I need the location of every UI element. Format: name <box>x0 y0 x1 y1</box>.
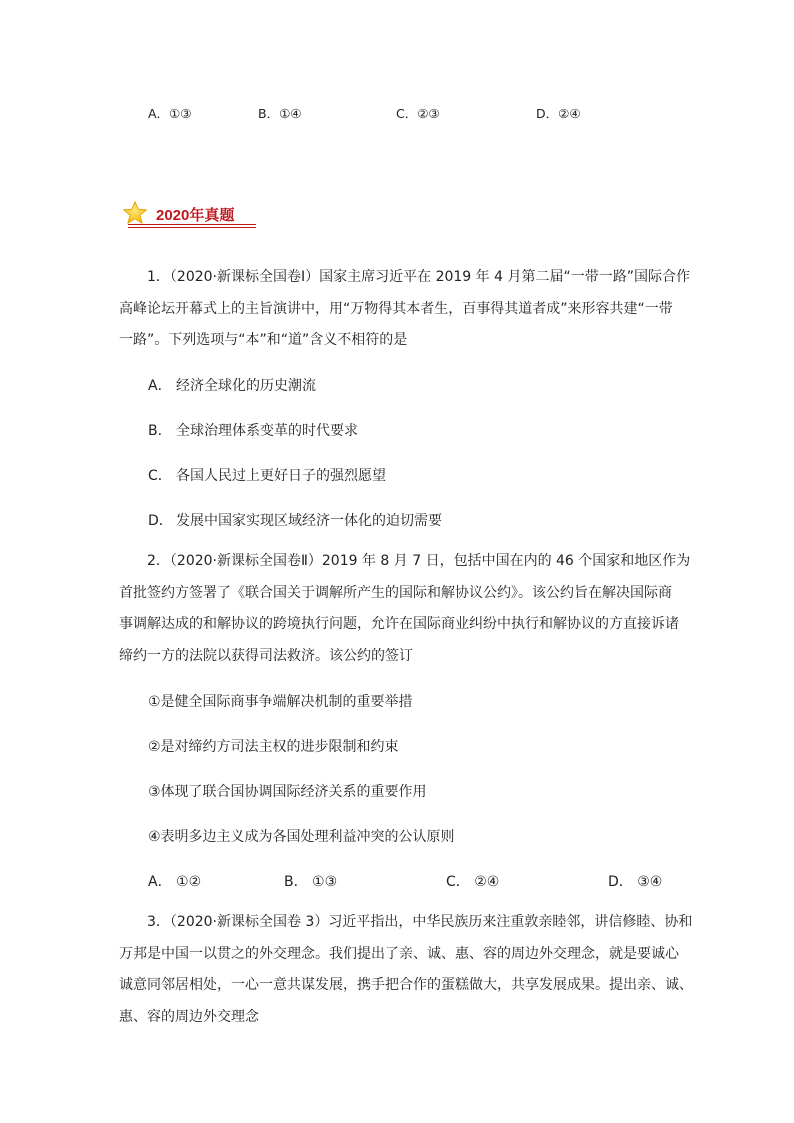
heading-underline-2 <box>128 227 256 228</box>
top-option-c: C．②③ <box>396 106 440 121</box>
q3-line-1: 3．（2020·新课标全国卷 3）习近平指出，中华民族历来注重敦亲睦邻，讲信修睦、协和 <box>147 914 693 930</box>
q2-statement-4: ④表明多边主义成为各国处理利益冲突的公认原则 <box>148 829 455 845</box>
top-option-a: A．①③ <box>148 106 192 121</box>
q1-line-2: 高峰论坛开幕式上的主旨演讲中，用“万物得其本者生，百事得其道者成”来形容共建“一带 <box>119 300 673 317</box>
q2-line-3: 事调解达成的和解协议的跨境执行问题，允许在国际商业纠纷中执行和解协议的方直接诉诸 <box>119 616 679 632</box>
star-icon <box>122 200 148 226</box>
q1-line-1: 1．（2020·新课标全国卷Ⅰ）国家主席习近平在 2019 年 4 月第二届“一带一路”国际合作 <box>147 269 690 285</box>
section-heading <box>122 200 256 228</box>
question-3-stem <box>119 907 693 1033</box>
q2-line-2: 首批签约方签署了《联合国关于调解所产生的国际和解协议公约》。该公约旨在解决国际商 <box>119 584 672 601</box>
q2-option-c: C． ②④ <box>446 874 500 890</box>
heading-underline <box>128 224 256 225</box>
choice-letter: C． <box>148 468 172 484</box>
choice-text: 发展中国家实现区域经济一体化的迫切需要 <box>176 513 442 529</box>
question-1-stem <box>119 262 690 357</box>
question-2-stem <box>119 546 691 672</box>
choice-text: 全球治理体系变革的时代要求 <box>176 423 358 439</box>
section-title: 2020年真题 <box>156 207 235 224</box>
q2-option-d: D． ③④ <box>608 874 663 890</box>
q3-line-2: 万邦是中国一以贯之的外交理念。我们提出了亲、诚、惠、容的周边外交理念，就是要诚心 <box>119 945 679 962</box>
top-option-d: D．②④ <box>536 106 581 121</box>
q2-option-a: A． ①② <box>148 874 202 890</box>
top-option-b: B．①④ <box>258 106 302 121</box>
q2-statement-2: ②是对缔约方司法主权的进步限制和约束 <box>148 739 399 755</box>
q2-statement-3: ③体现了联合国协调国际经济关系的重要作用 <box>148 784 427 800</box>
q1-choice-a <box>148 375 316 395</box>
choice-letter: D． <box>148 513 173 529</box>
q1-choice-c <box>148 465 386 485</box>
q2-line-1: 2．（2020·新课标全国卷Ⅱ）2019 年 8 月 7 日，包括中国在内的 46 个国家和地区作为 <box>147 553 691 569</box>
q3-line-4: 惠、容的周边外交理念 <box>119 1008 259 1025</box>
q2-option-b: B． ①③ <box>284 874 338 890</box>
choice-text: 经济全球化的历史潮流 <box>176 378 316 394</box>
q1-choice-d <box>148 510 442 530</box>
q1-line-3: 一路”。下列选项与“本”和“道”含义不相符的是 <box>119 332 408 348</box>
q3-line-3: 诚意同邻居相处，一心一意共谋发展，携手把合作的蛋糕做大，共享发展成果。提出亲、诚、 <box>119 977 693 993</box>
q2-line-4: 缔约一方的法院以获得司法救济。该公约的签订 <box>119 647 413 664</box>
q1-choice-b <box>148 420 358 440</box>
choice-letter: B． <box>148 423 172 439</box>
choice-letter: A． <box>148 378 172 394</box>
q2-statement-1: ①是健全国际商事争端解决机制的重要举措 <box>148 694 413 710</box>
choice-text: 各国人民过上更好日子的强烈愿望 <box>176 468 386 484</box>
